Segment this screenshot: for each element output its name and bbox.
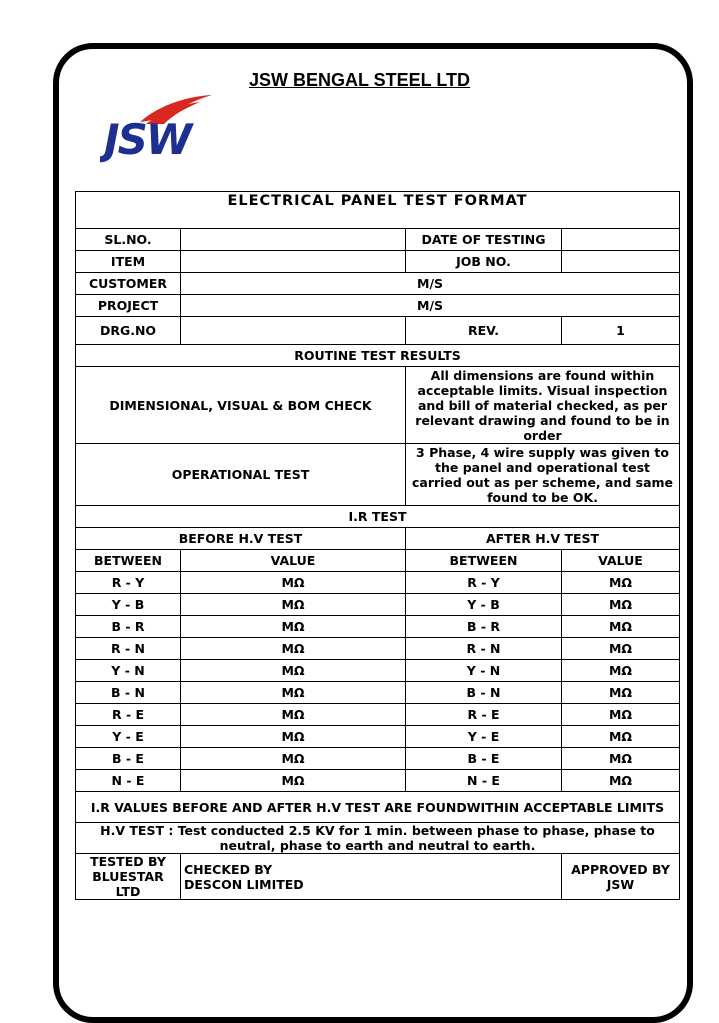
operational-test-result: 3 Phase, 4 wire supply was given to the panel and operational test carried out as per scheme, and same found to be OK. xyxy=(406,444,680,506)
ir-pair-after: B - R xyxy=(406,616,562,638)
item-label: ITEM xyxy=(76,251,181,273)
jsw-logo xyxy=(100,94,235,164)
hv-test-note: H.V TEST : Test conducted 2.5 KV for 1 min. between phase to phase, phase to neutral, phase to earth and neutral to earth. xyxy=(76,823,680,854)
ir-pair-before: R - Y xyxy=(76,572,181,594)
ir-row xyxy=(76,682,680,704)
checked-by xyxy=(181,854,562,900)
ir-pair-after: R - N xyxy=(406,638,562,660)
before-hv-heading: BEFORE H.V TEST xyxy=(76,528,406,550)
ir-value-before[interactable]: MΩ xyxy=(181,770,406,792)
ir-value-after[interactable]: MΩ xyxy=(562,638,680,660)
ir-value-before[interactable]: MΩ xyxy=(181,660,406,682)
ir-value-after[interactable]: MΩ xyxy=(562,682,680,704)
ir-pair-after: Y - E xyxy=(406,726,562,748)
job-no-value[interactable] xyxy=(562,251,680,273)
ir-value-before[interactable]: MΩ xyxy=(181,704,406,726)
ir-pair-before: R - E xyxy=(76,704,181,726)
ir-pair-before: B - R xyxy=(76,616,181,638)
job-no-label: JOB NO. xyxy=(406,251,562,273)
ir-value-before[interactable]: MΩ xyxy=(181,572,406,594)
svg-text:JSW: JSW xyxy=(104,115,191,164)
ir-pair-after: Y - N xyxy=(406,660,562,682)
ir-value-before[interactable]: MΩ xyxy=(181,616,406,638)
ir-row xyxy=(76,748,680,770)
ir-row xyxy=(76,594,680,616)
ir-value-after[interactable]: MΩ xyxy=(562,616,680,638)
ir-value-before[interactable]: MΩ xyxy=(181,748,406,770)
ir-pair-before: Y - N xyxy=(76,660,181,682)
ir-value-after[interactable]: MΩ xyxy=(562,704,680,726)
ir-value-after[interactable]: MΩ xyxy=(562,770,680,792)
ir-value-after[interactable]: MΩ xyxy=(562,726,680,748)
ir-value-after[interactable]: MΩ xyxy=(562,660,680,682)
ir-pair-before: Y - E xyxy=(76,726,181,748)
ir-value-after[interactable]: MΩ xyxy=(562,594,680,616)
ir-row xyxy=(76,770,680,792)
form-title: ELECTRICAL PANEL TEST FORMAT xyxy=(76,192,680,229)
approved-by: APPROVED BY JSW xyxy=(562,854,680,900)
ir-pair-after: R - E xyxy=(406,704,562,726)
ir-pair-before: N - E xyxy=(76,770,181,792)
ir-pair-before: B - N xyxy=(76,682,181,704)
ir-row xyxy=(76,704,680,726)
ir-value-before[interactable]: MΩ xyxy=(181,726,406,748)
ir-pair-after: R - Y xyxy=(406,572,562,594)
after-hv-heading: AFTER H.V TEST xyxy=(406,528,680,550)
ir-pair-after: B - E xyxy=(406,748,562,770)
sl-no-value[interactable] xyxy=(181,229,406,251)
ir-row xyxy=(76,660,680,682)
company-title: JSW BENGAL STEEL LTD xyxy=(248,70,471,90)
date-of-testing-label: DATE OF TESTING xyxy=(406,229,562,251)
value-header-before: VALUE xyxy=(181,550,406,572)
ir-pair-after: Y - B xyxy=(406,594,562,616)
ir-pair-before: Y - B xyxy=(76,594,181,616)
ir-value-after[interactable]: MΩ xyxy=(562,748,680,770)
electrical-panel-test-form xyxy=(75,191,680,900)
item-value[interactable] xyxy=(181,251,406,273)
value-header-after: VALUE xyxy=(562,550,680,572)
ir-pair-after: B - N xyxy=(406,682,562,704)
customer-label: CUSTOMER xyxy=(76,273,181,295)
ir-value-before[interactable]: MΩ xyxy=(181,594,406,616)
tested-by: TESTED BY BLUESTAR LTD xyxy=(76,854,181,900)
customer-value[interactable]: M/S xyxy=(181,273,680,295)
checked-by-company: DESCON LIMITED xyxy=(184,876,304,892)
ir-test-heading: I.R TEST xyxy=(76,506,680,528)
ir-pair-after: N - E xyxy=(406,770,562,792)
sl-no-label: SL.NO. xyxy=(76,229,181,251)
ir-pair-before: R - N xyxy=(76,638,181,660)
ir-conclusion: I.R VALUES BEFORE AND AFTER H.V TEST ARE FOUNDWITHIN ACCEPTABLE LIMITS xyxy=(76,792,680,823)
dimensional-check-result: All dimensions are found within acceptable limits. Visual inspection and bill of material checked, as per relevant drawing and found to be in order xyxy=(406,367,680,444)
rev-label: REV. xyxy=(406,317,562,345)
ir-row xyxy=(76,638,680,660)
ir-value-after[interactable]: MΩ xyxy=(562,572,680,594)
drg-no-value[interactable] xyxy=(181,317,406,345)
ir-row xyxy=(76,572,680,594)
project-label: PROJECT xyxy=(76,295,181,317)
project-value[interactable]: M/S xyxy=(181,295,680,317)
ir-value-before[interactable]: MΩ xyxy=(181,638,406,660)
routine-test-heading: ROUTINE TEST RESULTS xyxy=(76,345,680,367)
ir-pair-before: B - E xyxy=(76,748,181,770)
between-header-before: BETWEEN xyxy=(76,550,181,572)
date-of-testing-value[interactable] xyxy=(562,229,680,251)
ir-value-before[interactable]: MΩ xyxy=(181,682,406,704)
between-header-after: BETWEEN xyxy=(406,550,562,572)
operational-test-label: OPERATIONAL TEST xyxy=(76,444,406,506)
ir-row xyxy=(76,726,680,748)
ir-row xyxy=(76,616,680,638)
dimensional-check-label: DIMENSIONAL, VISUAL & BOM CHECK xyxy=(76,367,406,444)
rev-value[interactable]: 1 xyxy=(562,317,680,345)
checked-by-label: CHECKED BY xyxy=(184,861,273,877)
drg-no-label: DRG.NO xyxy=(76,317,181,345)
